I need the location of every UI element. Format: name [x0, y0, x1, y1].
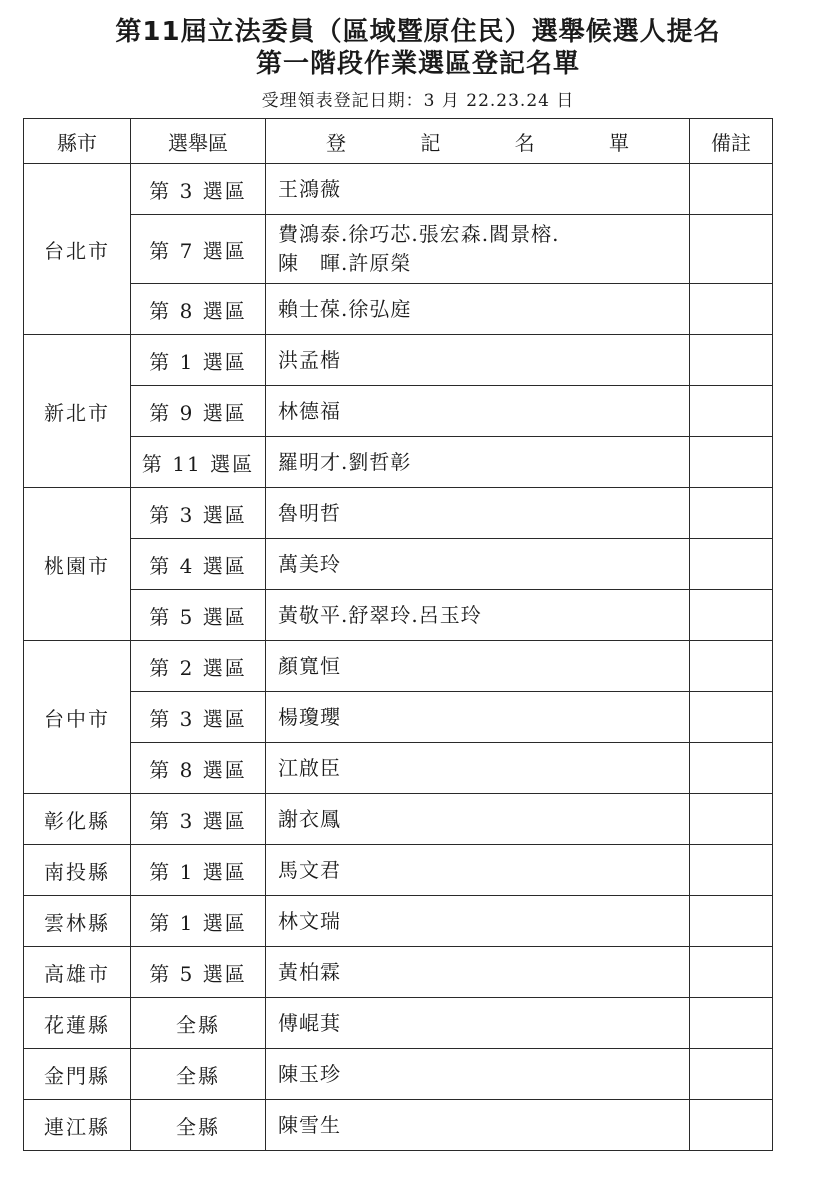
- notes-cell: [690, 845, 773, 896]
- notes-cell: [690, 335, 773, 386]
- names-cell: 馬文君: [266, 845, 690, 896]
- table-row: [24, 947, 773, 998]
- table-row: [24, 794, 773, 845]
- notes-cell: [690, 215, 773, 284]
- names-cell: 林德福: [266, 386, 690, 437]
- table-row: [24, 386, 773, 437]
- names-cell: 陳玉珍: [266, 1049, 690, 1100]
- notes-cell: [690, 896, 773, 947]
- county-cell: 金門縣: [24, 1049, 131, 1100]
- names-cell: 傅崐萁: [266, 998, 690, 1049]
- table-row: [24, 998, 773, 1049]
- names-line: 費鴻泰.徐巧芯.張宏森.閻景榕.: [278, 222, 560, 246]
- district-cell: 第 9 選區: [131, 386, 266, 437]
- county-cell: 連江縣: [24, 1100, 131, 1151]
- names-cell: 魯明哲: [266, 488, 690, 539]
- notes-cell: [690, 488, 773, 539]
- county-cell: 花蓮縣: [24, 998, 131, 1049]
- district-cell: 第 3 選區: [131, 488, 266, 539]
- table-header-row: [24, 119, 773, 164]
- district-cell: 第 1 選區: [131, 335, 266, 386]
- table-row: [24, 1100, 773, 1151]
- document-title-line2: 第一階段作業選區登記名單: [255, 49, 580, 79]
- registration-table: [23, 118, 773, 1151]
- names-cell: 羅明才.劉哲彰: [266, 437, 690, 488]
- district-cell: 第 4 選區: [131, 539, 266, 590]
- district-cell: 全縣: [131, 998, 266, 1049]
- notes-cell: [690, 164, 773, 215]
- district-cell: 第 3 選區: [131, 794, 266, 845]
- names-cell: 王鴻薇: [266, 164, 690, 215]
- table-row: [24, 743, 773, 794]
- district-cell: 第 1 選區: [131, 896, 266, 947]
- table-row: [24, 164, 773, 215]
- names-cell: 萬美玲: [266, 539, 690, 590]
- header-county: 縣市: [24, 119, 131, 164]
- table-row: [24, 284, 773, 335]
- names-cell: [266, 215, 690, 284]
- notes-cell: [690, 947, 773, 998]
- district-cell: 第 7 選區: [131, 215, 266, 284]
- notes-cell: [690, 437, 773, 488]
- names-cell: 黃敬平.舒翠玲.呂玉玲: [266, 590, 690, 641]
- district-cell: 第 11 選區: [131, 437, 266, 488]
- table-row: [24, 335, 773, 386]
- names-cell: 黃柏霖: [266, 947, 690, 998]
- notes-cell: [690, 641, 773, 692]
- table-row: [24, 437, 773, 488]
- notes-cell: [690, 284, 773, 335]
- names-cell: 謝衣鳳: [266, 794, 690, 845]
- district-cell: 第 3 選區: [131, 692, 266, 743]
- table-row: [24, 590, 773, 641]
- county-cell: 南投縣: [24, 845, 131, 896]
- names-cell: 楊瓊瓔: [266, 692, 690, 743]
- district-cell: 第 1 選區: [131, 845, 266, 896]
- district-cell: 全縣: [131, 1100, 266, 1151]
- district-cell: 第 2 選區: [131, 641, 266, 692]
- names-cell: 顏寬恒: [266, 641, 690, 692]
- county-cell: 高雄市: [24, 947, 131, 998]
- district-cell: 第 5 選區: [131, 947, 266, 998]
- names-cell: 賴士葆.徐弘庭: [266, 284, 690, 335]
- names-cell: 林文瑞: [266, 896, 690, 947]
- table-row: [24, 215, 773, 284]
- district-cell: 第 3 選區: [131, 164, 266, 215]
- notes-cell: [690, 590, 773, 641]
- county-cell: 台北市: [24, 164, 131, 335]
- header-district: 選舉區: [131, 119, 266, 164]
- header-names-char: 單: [608, 130, 629, 155]
- district-cell: 第 5 選區: [131, 590, 266, 641]
- header-names-char: 登: [326, 130, 346, 155]
- notes-cell: [690, 539, 773, 590]
- county-cell: 桃園市: [24, 488, 131, 641]
- header-names: [266, 119, 690, 164]
- notes-cell: [690, 1100, 773, 1151]
- county-cell: 雲林縣: [24, 896, 131, 947]
- table-row: [24, 539, 773, 590]
- names-line: 陳 暉.許原榮: [278, 251, 412, 275]
- district-cell: 第 8 選區: [131, 284, 266, 335]
- notes-cell: [690, 794, 773, 845]
- table-row: [24, 488, 773, 539]
- notes-cell: [690, 1049, 773, 1100]
- names-cell: 江啟臣: [266, 743, 690, 794]
- registration-date-line: 受理領表登記日期：3 月 22.23.24 日: [261, 91, 575, 111]
- table-row: [24, 845, 773, 896]
- notes-cell: [690, 692, 773, 743]
- document-title-line1: 第11屆立法委員（區域暨原住民）選舉候選人提名: [115, 17, 721, 47]
- header-names-char: 記: [420, 130, 441, 155]
- names-cell: 陳雪生: [266, 1100, 690, 1151]
- notes-cell: [690, 743, 773, 794]
- notes-cell: [690, 386, 773, 437]
- district-cell: 第 8 選區: [131, 743, 266, 794]
- table-row: [24, 896, 773, 947]
- header-notes: 備註: [690, 119, 773, 164]
- table-row: [24, 692, 773, 743]
- names-cell: 洪孟楷: [266, 335, 690, 386]
- county-cell: 新北市: [24, 335, 131, 488]
- table-row: [24, 1049, 773, 1100]
- district-cell: 全縣: [131, 1049, 266, 1100]
- county-cell: 彰化縣: [24, 794, 131, 845]
- county-cell: 台中市: [24, 641, 131, 794]
- header-names-char: 名: [514, 130, 535, 155]
- table-row: [24, 641, 773, 692]
- notes-cell: [690, 998, 773, 1049]
